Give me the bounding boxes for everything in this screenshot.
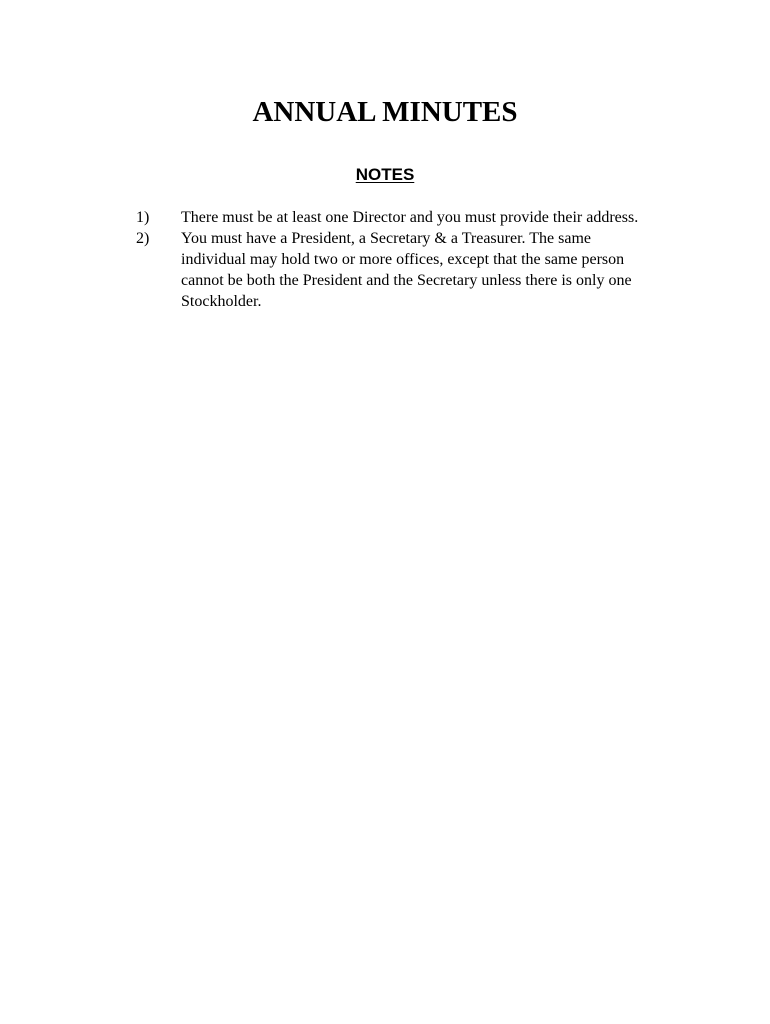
note-item-2	[136, 228, 656, 312]
note-text: There must be at least one Director and you must provide their address.	[181, 209, 639, 226]
note-text: You must have a President, a Secretary & a Treasurer. The same individual may hold two or more offices, except that the same person cannot be both the President and the Secretary unless there is only one Stockholder.	[181, 230, 632, 310]
notes-list	[136, 207, 656, 312]
note-number: 2)	[136, 230, 150, 247]
note-number: 1)	[136, 209, 150, 226]
note-item-1	[136, 207, 656, 228]
notes-heading: NOTES	[355, 165, 415, 184]
document-title: ANNUAL MINUTES	[252, 96, 518, 128]
